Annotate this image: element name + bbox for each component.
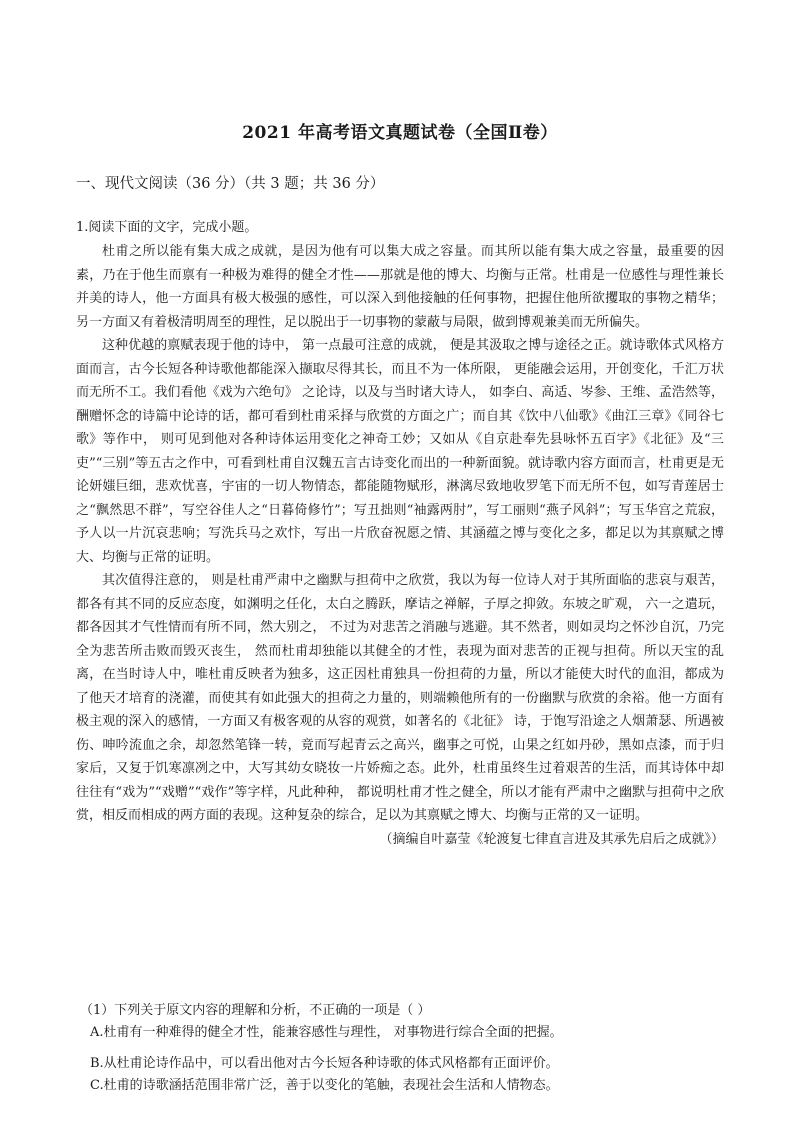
option-a: A.杜甫有一种难得的健全才性，能兼容感性与理性， 对事物进行综合全面的把握。 xyxy=(90,1025,563,1040)
question-intro: 1.阅读下面的文字，完成小题。 xyxy=(76,220,258,235)
reading-passage xyxy=(76,240,724,851)
passage-paragraph: 其次值得注意的， 则是杜甫严肃中之幽默与担荷中之欣赏，我以为每一位诗人对于其所面临的悲哀与艰苦，都各有其不同的反应态度，如渊明之任化，太白之腾跃，摩诘之禅解，子厚之抑敛。东坡之旷观， 六一之遣玩，都各因其才气性情而有所不同，然大别之， 不过为对悲苦之消融与逃避。其不然者，则如灵均之怀沙自沉，乃完全为悲苦所击败而毁灭丧生， 然而杜甫却独能以其健全的才性，表现为面对悲苦的正视与担荷。所以天宝的乱离，在当时诗人中，唯杜甫反映者为独多，这正因杜甫独具一份担荷的力量，所以才能使大时代的血泪，都成为了他天才培育的浇灌，而使其有如此强大的担荷之力量的，则端赖他所有的一份幽默与欣赏的余裕。他一方面有极主观的深入的感情，一方面又有极客观的从容的观赏，如著名的《北征》 诗，于饱写沿途之人烟萧瑟、所遇被伤、呻吟流血之余，却忽然笔锋一转，竟而写起青云之高兴，幽事之可悦，山果之红如丹砂，黑如点漆，而于归家后，又复于饥寒凛冽之中，大写其幼女晓妆一片娇痴之态。此外，杜甫虽终生过着艰苦的生活，而其诗体中却往往有“戏为”“戏赠”“戏作”等字样，凡此种种， 都说明杜甫才性之健全，所以才能有严肃中之幽默与担荷中之欣赏，相反而相成的两方面的表现。这种复杂的综合，足以为其禀赋之博大、均衡与正常的又一证明。 xyxy=(76,573,724,823)
exam-title: 2021 年高考语文真题试卷（全国Ⅱ卷） xyxy=(242,123,558,143)
passage-citation: （摘编自叶嘉莹《轮渡复七律直言进及其承先启后之成就》） xyxy=(379,831,724,847)
option-b: B.从杜甫论诗作品中，可以看出他对古今长短各种诗歌的体式风格都有正面评价。 xyxy=(90,1056,559,1071)
section-heading: 一、现代文阅读（36 分）（共 3 题；共 36 分） xyxy=(76,176,385,192)
passage-paragraph: 这种优越的禀赋表现于他的诗中， 第一点最可注意的成就， 便是其汲取之博与途径之正。就诗歌体式风格方面而言，古今长短各种诗歌他都能深入撷取尽得其长，而且不为一体所限， 更能融会运用，开创变化，千汇万状而无所不工。我们看他《戏为六绝句》 之论诗，以及与当时诸大诗人， 如李白、高适、岑参、王维、孟浩然等，酬赠怀念的诗篇中论诗的话，都可看到杜甫采择与欣赏的方面之广；而自其《饮中八仙歌》《曲江三章》《同谷七歌》等作中， 则可见到他对各种诗体运用变化之神奇工妙；又如从《自京赴奉先县咏怀五百字》《北征》及“三吏”“三别”等五古之作中，可看到杜甫自汉魏五言古诗变化而出的一种新面貌。就诗歌内容方面而言，杜甫更是无论妍媸巨细，悲欢忧喜，宇宙的一切人物情态，都能随物赋形，淋漓尽致地收罗笔下而无所不包，如写青莲居士之“飘然思不群”，写空谷佳人之“日暮倚修竹”；写丑拙则“袖露两肘”，写工丽则“燕子风斜”；写玉华宫之荒寂，予人以一片沉哀悲响；写洗兵马之欢忭，写出一片欣奋祝愿之情、其涵蕴之博与变化之多，都足以为其禀赋之博大、均衡与正常的证明。 xyxy=(76,338,724,565)
question-stem: （1）下列关于原文内容的理解和分析，不正确的一项是（ ） xyxy=(80,1003,431,1018)
sub-question xyxy=(80,1000,720,1097)
option-c: C.杜甫的诗歌涵括范围非常广泛，善于以变化的笔触，表现社会生活和人情物态。 xyxy=(90,1078,559,1093)
passage-paragraph: 杜甫之所以能有集大成之成就，是因为他有可以集大成之容量。而其所以能有集大成之容量，最重要的因素，乃在于他生而禀有一种极为难得的健全才性——那就是他的博大、均衡与正常。杜甫是一位感性与理性兼长并美的诗人，他一方面具有极大极强的感性，可以深入到他接触的任何事物，把握住他所欲攫取的事物之精华；另一方面又有着极清明周至的理性，足以脱出于一切事物的蒙蔽与局限，做到博观兼美而无所偏失。 xyxy=(76,244,724,330)
